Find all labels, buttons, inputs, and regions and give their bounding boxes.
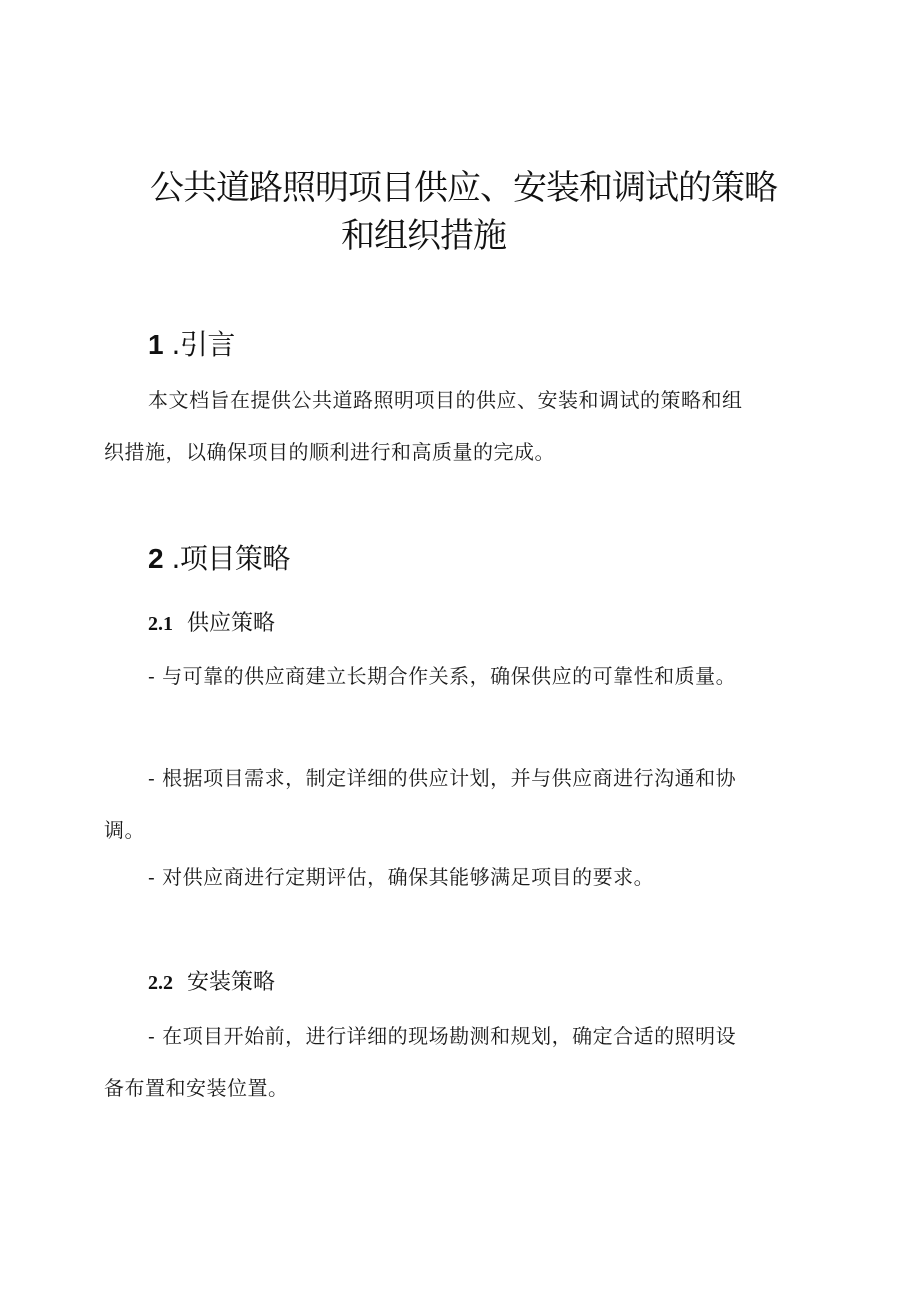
- subsection-number: 2.1: [148, 613, 173, 635]
- section-title: .项目策略: [171, 542, 290, 575]
- introduction-paragraph: 本文档旨在提供公共道路照明项目的供应、安装和调试的策略和组织措施，以确保项目的顺利进行和高质量的完成。: [104, 388, 743, 464]
- section-heading-introduction: [148, 327, 235, 363]
- subsection-heading-installation-strategy: [148, 968, 275, 998]
- list-item: - 在项目开始前，进行详细的现场勘测和规划，确定合适的照明设备布置和安装位置。: [104, 1024, 737, 1100]
- section-heading-project-strategy: [148, 541, 290, 577]
- list-item: - 对供应商进行定期评估，确保其能够满足项目的要求。: [148, 865, 655, 889]
- subsection-title: 供应策略: [187, 611, 276, 636]
- document-title-line-1: 公共道路照明项目供应、安装和调试的策略: [150, 168, 777, 208]
- section-number: 2: [148, 543, 164, 574]
- section-number: 1: [148, 329, 164, 360]
- section-title: .引言: [171, 328, 235, 361]
- subsection-number: 2.2: [148, 972, 173, 994]
- list-item: - 根据项目需求，制定详细的供应计划，并与供应商进行沟通和协调。: [104, 766, 737, 842]
- subsection-title: 安装策略: [187, 970, 276, 995]
- subsection-heading-supply-strategy: [148, 609, 275, 639]
- document-title-line-2: 和组织措施: [341, 216, 506, 256]
- list-item: - 与可靠的供应商建立长期合作关系，确保供应的可靠性和质量。: [148, 664, 737, 688]
